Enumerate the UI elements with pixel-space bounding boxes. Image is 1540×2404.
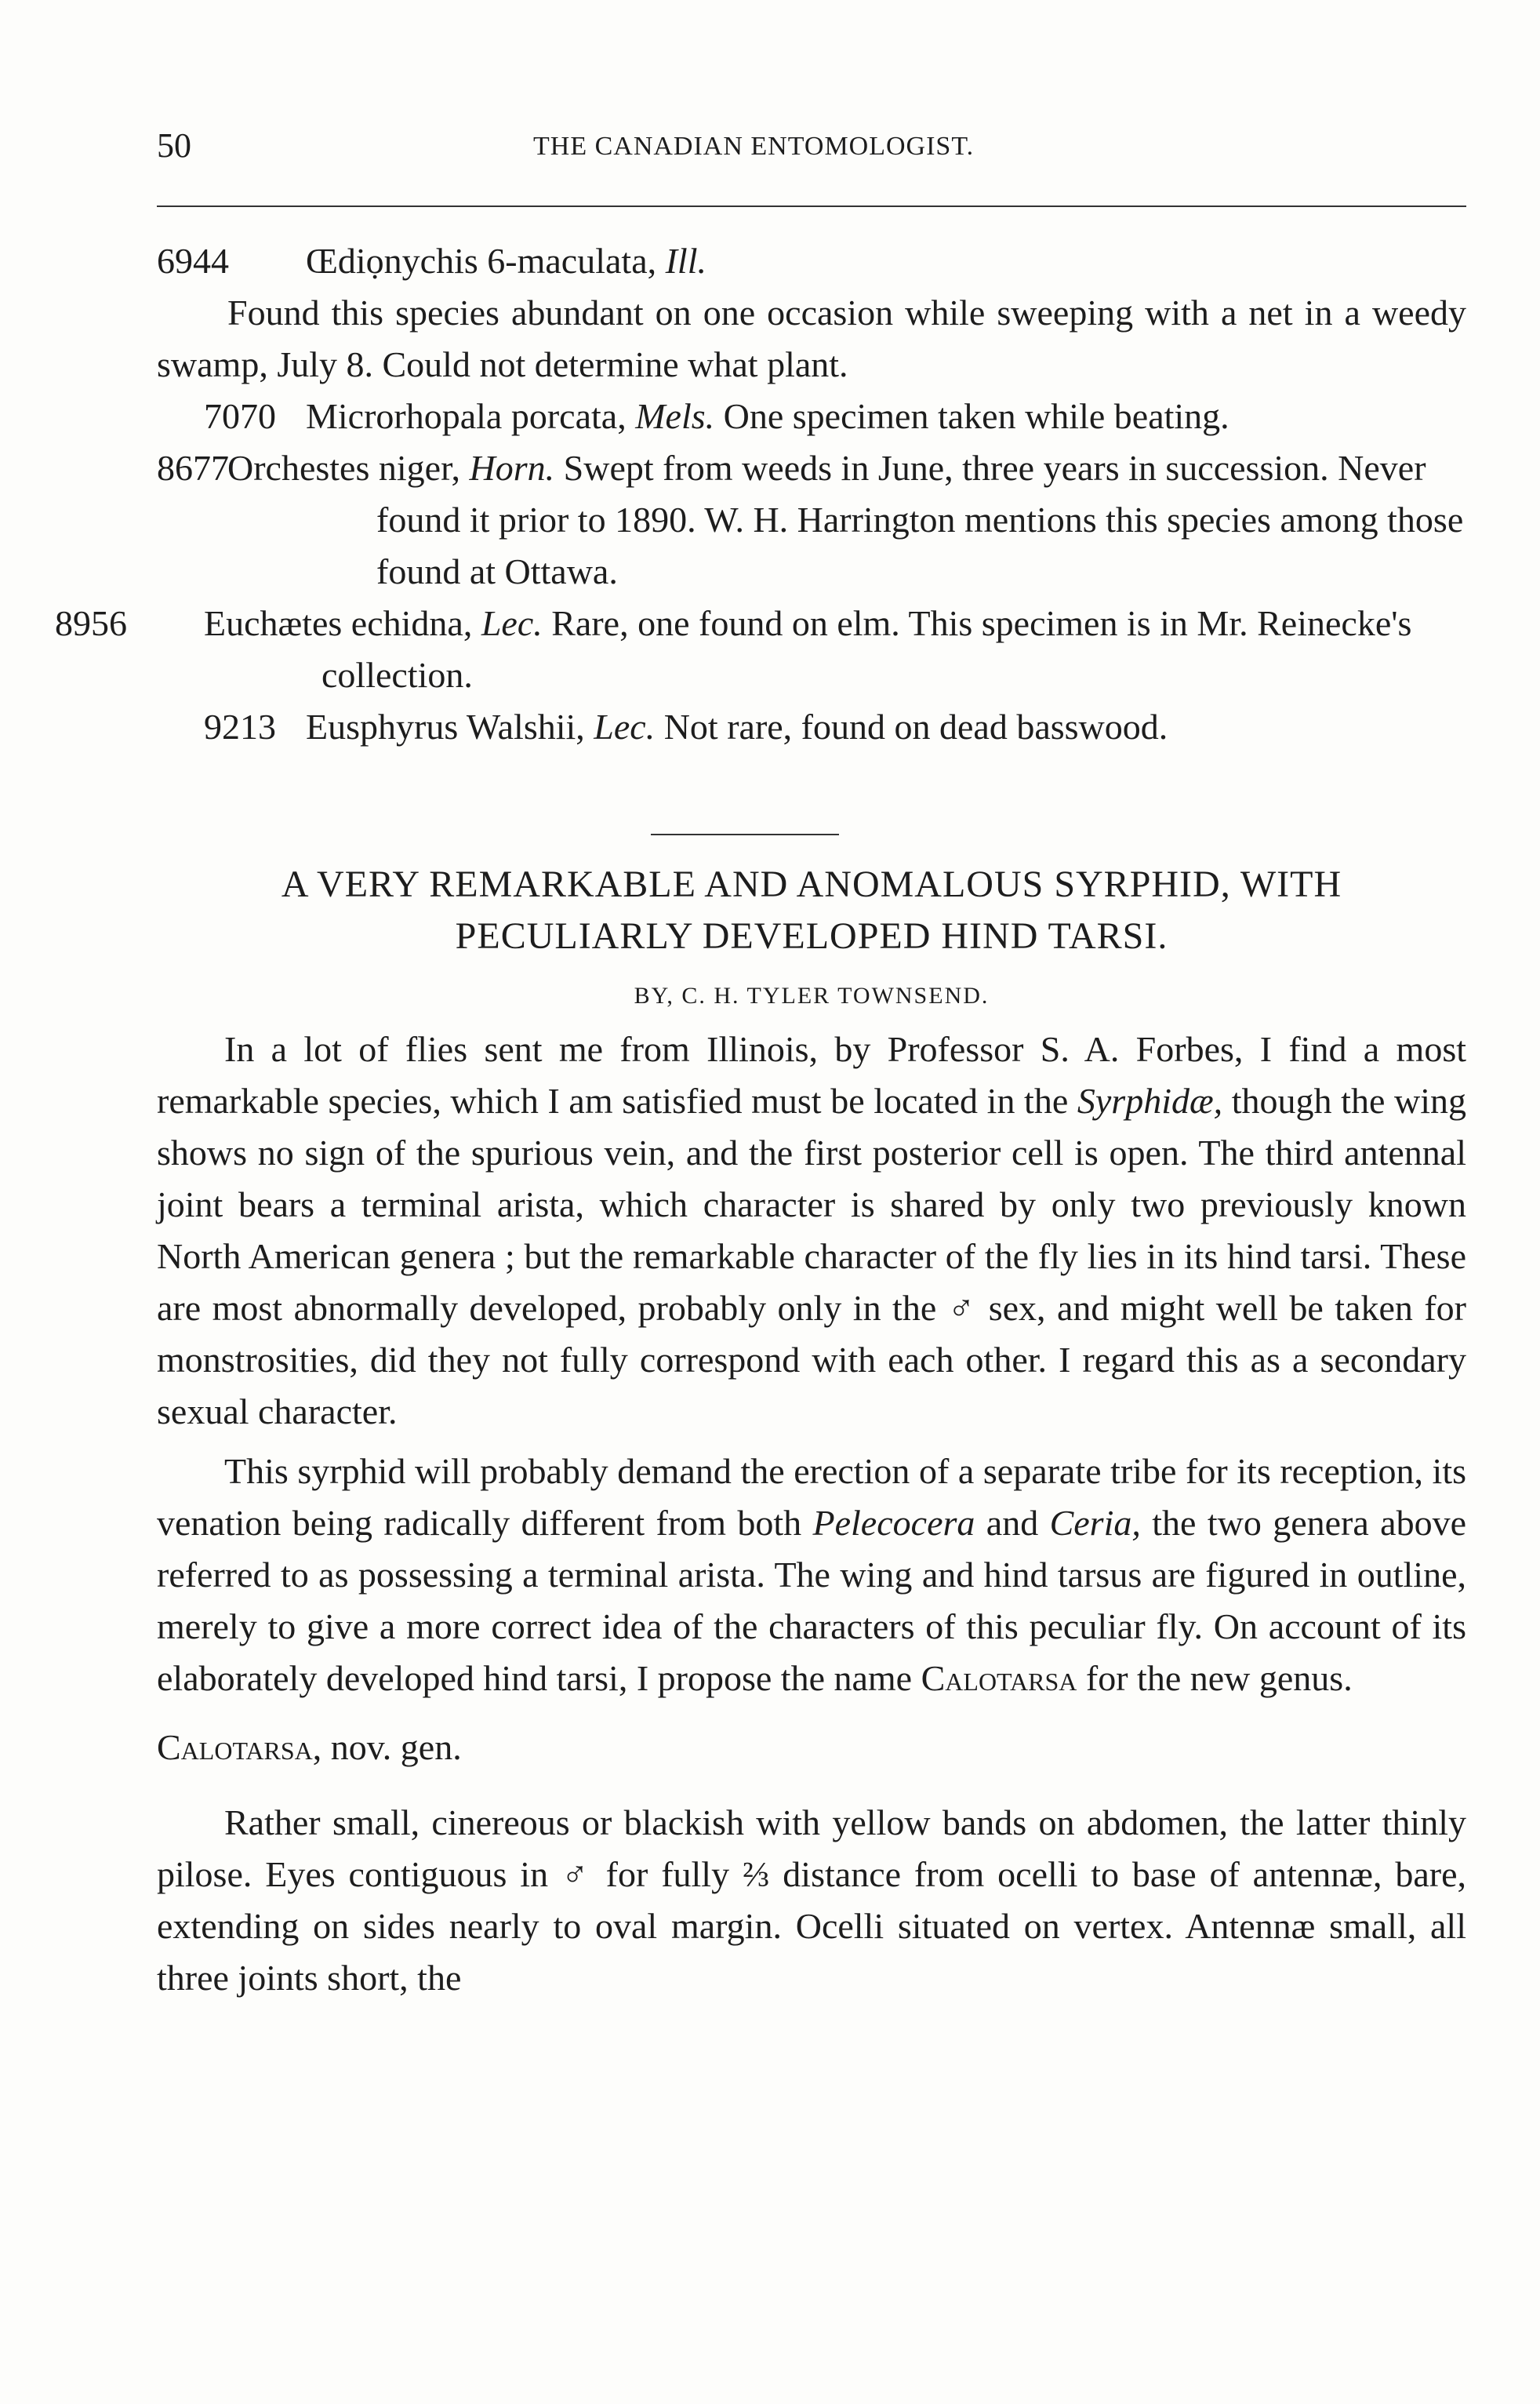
genus-heading-text: , nov. gen. [312,1727,462,1767]
genus-name: Calotarsa [157,1727,313,1767]
catalog-number: 7070 [204,396,276,436]
species-author: Ill. [665,241,706,281]
paragraph: Rather small, cinereous or blackish with yellow bands on abdomen, the latter thinly pilose. Eyes contiguous in ♂ for fully ⅔ distance from ocelli to base of antennæ, bare, extending on sides nearly to oval margin. Ocelli situated on vertex. Antennæ small, all three joints short, the [157,1802,1466,1998]
list-item [157,391,1466,442]
list-item: 8677Orchestes niger, Horn. Swept from weeds in June, three years in succession. Never found it prior to 1890. W. H. Harrington mentions this species among those found at Ottawa. [157,448,1464,591]
species-name: Œdiọnychis 6-maculata, [306,241,657,281]
paragraph [157,1446,1466,1704]
catalog-number: 9213 [204,707,276,747]
taxon-name: Ceria, [1049,1503,1141,1543]
species-name: Eusphyrus Walshii, [306,707,585,747]
running-title: THE CANADIAN ENTOMOLOGIST. [533,132,975,161]
list-item-note: Found this species abundant on one occasion while sweeping with a net in a weedy swamp, July 8. Could not determine what plant. [157,293,1466,384]
page-header [0,125,1540,173]
page-number: 50 [157,126,191,165]
species-note: Not rare, found on dead basswood. [663,707,1168,747]
paragraph-text: for the new genus. [1077,1658,1353,1698]
species-author: Horn. [469,448,555,488]
paragraph-text: and [975,1503,1050,1543]
taxon-name: Syrphidæ, [1077,1081,1223,1121]
genus-heading [157,1722,1466,1773]
paragraph [157,1024,1466,1438]
genus-name: Calotarsa [921,1658,1077,1698]
list-item: 8956 Euchætes echidna, Lec. Rare, one found on elm. This specimen is in Mr. Reinecke's collection. [55,603,1412,695]
paragraph-text: This syrphid will probably demand the erection of a separate tribe for its reception, its venation being radically different from both [157,1451,1466,1543]
paragraph-text: the two genera above referred to as possessing a terminal arista. The wing and hind tarsus are figured in outline, merely to give a more correct idea of the characters of this peculiar fly. On account of its elaborately developed hind tarsi, I propose the name [157,1503,1466,1698]
header-rule [157,205,1466,207]
article-title-line: A VERY REMARKABLE AND ANOMALOUS SYRPHID, WITH [281,864,1342,905]
list-item [157,235,1466,287]
species-note: Swept from weeds in June, three years in succession. Never found it prior to 1890. W. H. Harrington mentions this species among those found at Ottawa. [376,448,1464,591]
catalog-number: 6944 [157,241,229,281]
article-title [157,859,1466,962]
list-item [157,701,1466,753]
paragraph-text: though the wing shows no sign of the spurious vein, and the first posterior cell is open. The third antennal joint bears a terminal arista, which character is shared by only two previously known North American genera ; but the remarkable character of the fly lies in its hind tarsi. These are most abnormally developed, probably only in the ♂ sex, and might well be taken for monstrosities, did they not fully correspond with each other. I regard this as a secondary sexual character. [157,1081,1466,1431]
species-note: One specimen taken while beating. [723,396,1229,436]
species-name: Orchestes niger, [227,448,461,488]
species-list [55,235,1466,753]
species-name: Microrhopala porcata, [306,396,627,436]
species-author: Lec. [481,603,543,643]
species-author: Mels. [635,396,715,436]
taxon-name: Pelecocera [812,1503,975,1543]
article-title-line: PECULIARLY DEVELOPED HIND TARSI. [455,915,1168,957]
species-name: Euchætes echidna, [204,603,473,643]
paragraph-text: In a lot of flies sent me from Illinois, by Professor S. A. Forbes, I find a most remarkable species, which I am satisfied must be located in the [157,1029,1466,1121]
species-author: Lec. [594,707,656,747]
article-body [157,1024,1466,2012]
article-byline: BY, C. H. TYLER TOWNSEND. [634,983,990,1009]
species-note: Rare, one found on elm. This specimen is in Mr. Reinecke's collection. [321,603,1412,695]
section-separator [651,834,839,835]
